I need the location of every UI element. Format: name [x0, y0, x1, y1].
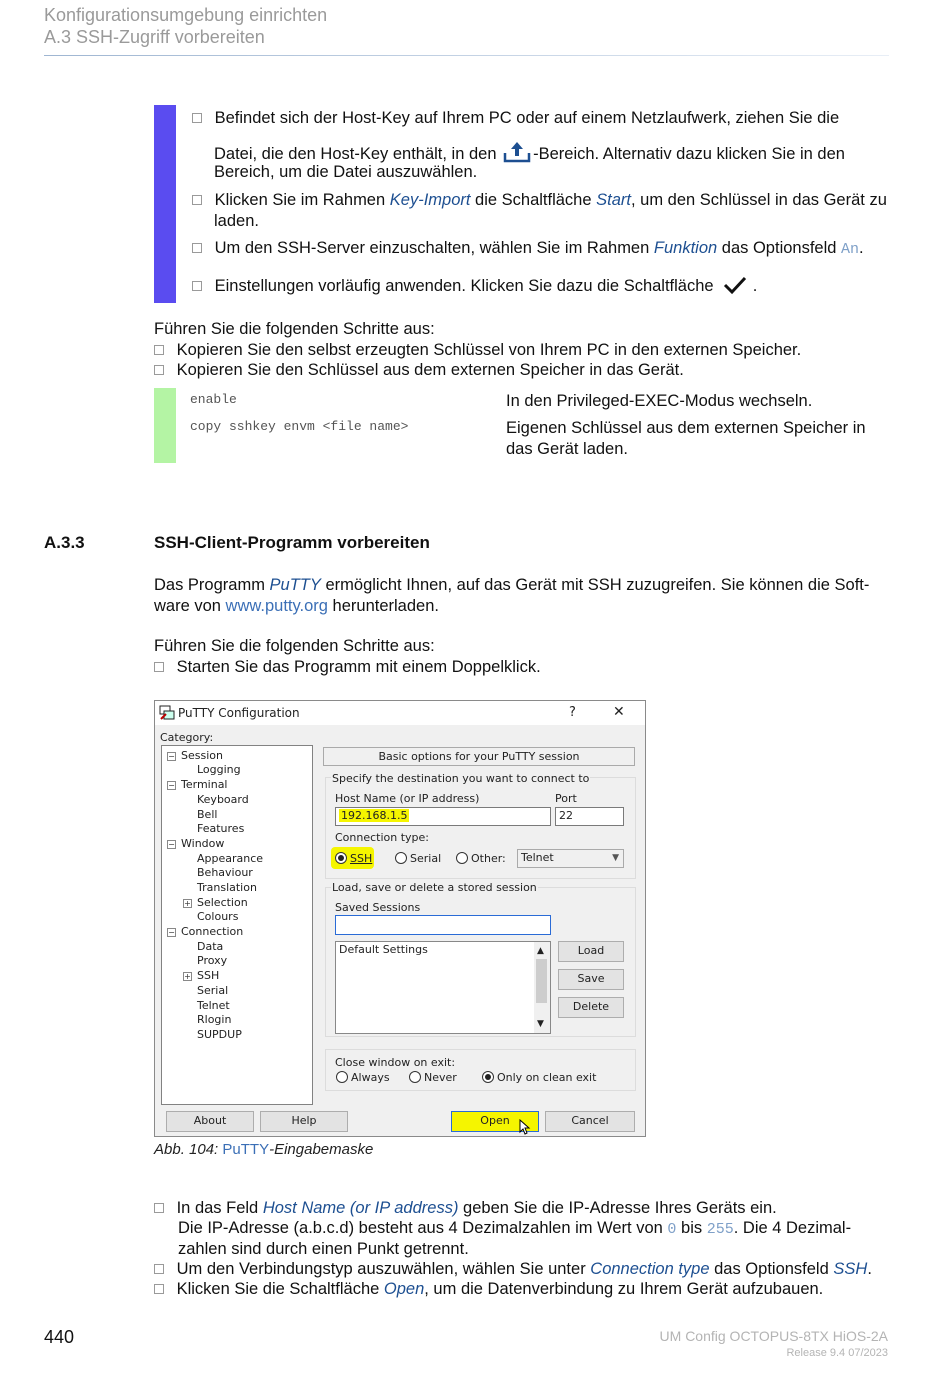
tree-item-behaviour[interactable]: Behaviour: [197, 866, 253, 879]
tree-item-logging[interactable]: Logging: [197, 763, 241, 776]
serial-radio[interactable]: [395, 852, 407, 864]
section-number: A.3.3: [44, 533, 85, 552]
collapse-icon[interactable]: −: [168, 752, 175, 761]
tree-item-supdup[interactable]: SUPDUP: [197, 1028, 242, 1041]
list-item[interactable]: Default Settings: [339, 943, 428, 956]
step-key-import-line2: laden.: [214, 212, 259, 230]
tree-item-keyboard[interactable]: Keyboard: [197, 793, 249, 806]
footer-release: Release 9.4 07/2023: [786, 1347, 888, 1359]
tree-item-ssh[interactable]: SSH: [197, 969, 220, 982]
host-label: Host Name (or IP address): [335, 792, 480, 805]
help-button[interactable]: Help: [260, 1111, 348, 1132]
cli-description: Eigenen Schlüssel aus dem externen Speicher in: [506, 419, 866, 437]
tree-item-window[interactable]: Window: [181, 837, 225, 850]
tree-item-session[interactable]: Session: [181, 749, 223, 762]
tree-item-telnet[interactable]: Telnet: [197, 999, 230, 1012]
section-paragraph-line2: ware von www.putty.org herunterladen.: [154, 597, 439, 615]
step-connection-type: Um den Verbindungstyp auszuwählen, wählen Sie unter Connection type das Optionsfeld SSH.: [154, 1259, 894, 1280]
checkbox-icon: [192, 243, 202, 253]
expand-icon[interactable]: +: [184, 972, 191, 981]
saved-sessions-input[interactable]: [335, 915, 551, 935]
chevron-down-icon: ▼: [612, 853, 619, 863]
close-icon[interactable]: ✕: [613, 704, 625, 720]
window-title: PuTTY Configuration: [178, 706, 300, 720]
putty-icon: [159, 705, 175, 721]
port-input[interactable]: 22: [555, 807, 624, 826]
putty-link[interactable]: www.putty.org: [225, 597, 328, 615]
tree-item-bell[interactable]: Bell: [197, 808, 218, 821]
protocol-select[interactable]: Telnet ▼: [517, 849, 624, 868]
category-label: Category:: [160, 731, 214, 744]
tree-item-selection[interactable]: Selection: [197, 896, 248, 909]
category-tree[interactable]: [161, 745, 313, 1105]
step-ssh-server: Um den SSH-Server einzuschalten, wählen Sie im Rahmen Funktion das Optionsfeld An.: [192, 238, 892, 260]
tree-item-data[interactable]: Data: [197, 940, 224, 953]
step-host-name: In das Feld Host Name (or IP address) geben Sie die IP-Adresse Ihres Geräts ein.: [154, 1198, 894, 1219]
clean-exit-radio-label[interactable]: Only on clean exit: [497, 1071, 597, 1084]
section-title: SSH-Client-Programm vorbereiten: [154, 533, 430, 552]
collapse-icon[interactable]: −: [168, 840, 175, 849]
help-icon[interactable]: ?: [569, 705, 576, 720]
steps-intro: Führen Sie die folgenden Schritte aus:: [154, 320, 435, 338]
header-section: A.3 SSH-Zugriff vorbereiten: [44, 27, 265, 47]
checkbox-icon: [192, 113, 202, 123]
cli-description-line2: das Gerät laden.: [506, 440, 628, 458]
step-start-program: Starten Sie das Programm mit einem Doppelklick.: [154, 657, 541, 678]
header-divider: [44, 55, 889, 56]
checkbox-icon: [154, 365, 164, 375]
checkbox-icon: [192, 281, 202, 291]
putty-window: [154, 700, 646, 1137]
collapse-icon[interactable]: −: [168, 928, 175, 937]
cli-description: In den Privileged-EXEC-Modus wechseln.: [506, 392, 813, 410]
page-number: 440: [44, 1327, 75, 1347]
tree-item-translation[interactable]: Translation: [197, 881, 257, 894]
sessions-list[interactable]: [335, 941, 551, 1034]
tree-item-connection[interactable]: Connection: [181, 925, 244, 938]
figure-caption: Abb. 104: PuTTY-Eingabemaske: [154, 1141, 374, 1158]
checkbox-icon: [154, 1264, 164, 1274]
tree-item-colours[interactable]: Colours: [197, 910, 239, 923]
step-hostkey-line3: Bereich, um die Datei auszuwählen.: [214, 163, 478, 181]
cli-command: enable: [190, 392, 237, 407]
step-copy-to-envm: Kopieren Sie den selbst erzeugten Schlüssel von Ihrem PC in den externen Speicher.: [154, 340, 801, 361]
about-button[interactable]: About: [166, 1111, 254, 1132]
footer-document: UM Config OCTOPUS-8TX HiOS-2A: [659, 1328, 888, 1344]
procedure-bar: [154, 105, 176, 303]
step-hostkey: Befindet sich der Host-Key auf Ihrem PC oder auf einem Netzlaufwerk, ziehen Sie die: [192, 108, 892, 129]
section-paragraph: Das Programm PuTTY ermöglicht Ihnen, auf das Gerät mit SSH zuzugreifen. Sie können die Soft-: [154, 576, 870, 594]
step-copy-to-device: Kopieren Sie den Schlüssel aus dem externen Speicher in das Gerät.: [154, 360, 684, 381]
ssh-radio-label[interactable]: SSH: [350, 852, 373, 865]
tree-item-features[interactable]: Features: [197, 822, 245, 835]
cli-command: copy sshkey envm <file name>: [190, 419, 409, 434]
steps-intro: Führen Sie die folgenden Schritte aus:: [154, 637, 435, 655]
host-input[interactable]: 192.168.1.5: [335, 807, 551, 826]
serial-radio-label[interactable]: Serial: [410, 852, 442, 865]
session-banner: Basic options for your PuTTY session: [323, 747, 635, 766]
tree-item-serial[interactable]: Serial: [197, 984, 229, 997]
connection-type-label: Connection type:: [335, 831, 430, 844]
chevron-up-icon[interactable]: ▲: [537, 946, 544, 956]
checkbox-icon: [192, 195, 202, 205]
scroll-thumb[interactable]: [536, 959, 547, 1003]
cancel-button[interactable]: Cancel: [545, 1111, 635, 1132]
never-radio-label[interactable]: Never: [424, 1071, 457, 1084]
checkbox-icon: [154, 1284, 164, 1294]
checkmark-icon: [722, 275, 748, 295]
step-open: Klicken Sie die Schaltfläche Open, um die Datenverbindung zu Ihrem Gerät aufzubauen.: [154, 1279, 894, 1300]
tree-item-terminal[interactable]: Terminal: [181, 778, 228, 791]
tree-item-rlogin[interactable]: Rlogin: [197, 1013, 232, 1026]
checkbox-icon: [154, 1203, 164, 1213]
expand-icon[interactable]: +: [184, 899, 191, 908]
load-button[interactable]: Load: [558, 941, 624, 962]
other-radio-label[interactable]: Other:: [471, 852, 506, 865]
destination-label: Specify the destination you want to connect to: [332, 772, 590, 785]
scrollbar[interactable]: [534, 942, 550, 1033]
save-button[interactable]: Save: [558, 969, 624, 990]
ssh-radio[interactable]: [335, 852, 347, 864]
always-radio-label[interactable]: Always: [351, 1071, 390, 1084]
chevron-down-icon[interactable]: ▼: [537, 1019, 544, 1029]
cli-bar: [154, 388, 176, 463]
step-hostkey-line2: Datei, die den Host-Key enthält, in den -Bereich. Alternativ dazu klicken Sie in den: [214, 139, 894, 165]
open-button[interactable]: Open: [451, 1111, 539, 1132]
step-key-import: Klicken Sie im Rahmen Key-Import die Schaltfläche Start, um den Schlüssel in das Gerät zu: [192, 190, 892, 211]
never-radio[interactable]: [409, 1071, 421, 1083]
delete-button[interactable]: Delete: [558, 997, 624, 1018]
checkbox-icon: [154, 662, 164, 672]
checkbox-icon: [154, 345, 164, 355]
port-label: Port: [555, 792, 577, 805]
collapse-icon[interactable]: −: [168, 781, 175, 790]
step-host-name-line2: Die IP-Adresse (a.b.c.d) besteht aus 4 Dezimalzahlen im Wert von 0 bis 255. Die 4 Dezimal-: [178, 1219, 852, 1238]
stored-session-label: Load, save or delete a stored session: [332, 881, 537, 894]
saved-sessions-label: Saved Sessions: [335, 901, 421, 914]
header-chapter: Konfigurationsumgebung einrichten: [44, 5, 328, 25]
always-radio[interactable]: [336, 1071, 348, 1083]
step-host-name-line3: zahlen sind durch einen Punkt getrennt.: [178, 1240, 469, 1258]
tree-item-appearance[interactable]: Appearance: [197, 852, 264, 865]
clean-exit-radio[interactable]: [482, 1071, 494, 1083]
step-apply: Einstellungen vorläufig anwenden. Klicken Sie dazu die Schaltfläche .: [192, 275, 892, 297]
close-on-exit-label: Close window on exit:: [335, 1056, 456, 1069]
upload-icon: [502, 139, 532, 165]
cursor-icon: [519, 1119, 531, 1135]
other-radio[interactable]: [456, 852, 468, 864]
tree-item-proxy[interactable]: Proxy: [197, 954, 228, 967]
